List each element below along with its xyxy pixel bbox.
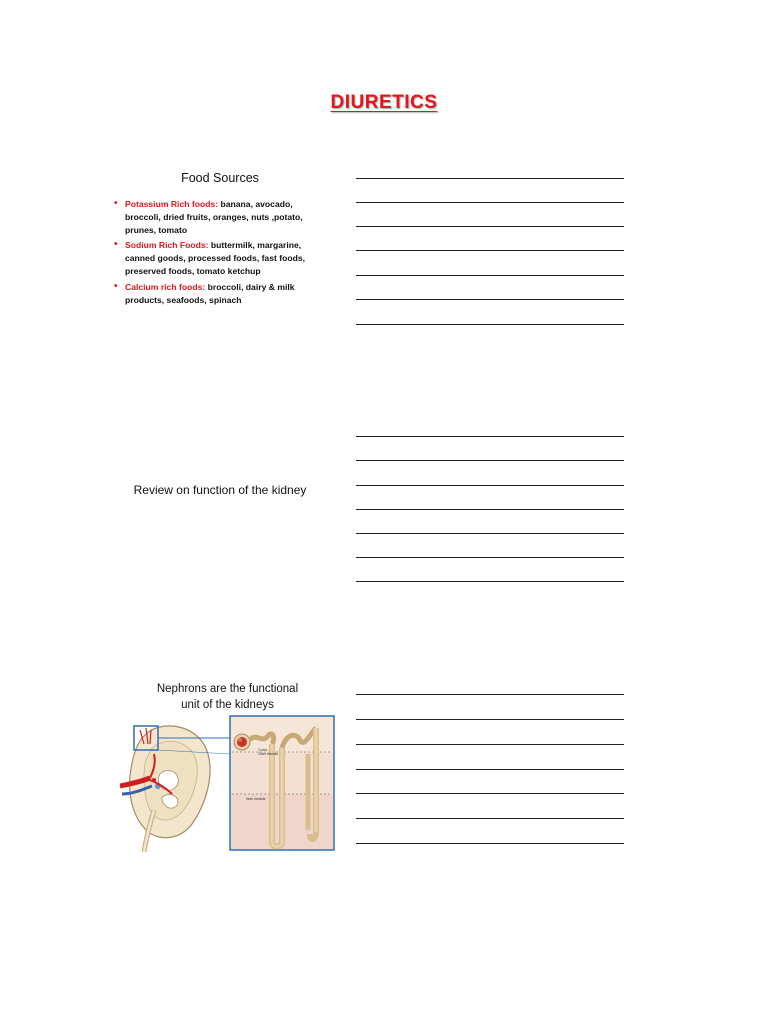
note-line xyxy=(356,719,624,720)
note-line xyxy=(356,250,624,251)
label-inner-medulla: Inner medulla xyxy=(246,797,266,801)
bullet-icon: • xyxy=(114,239,118,251)
kidney-diagram xyxy=(120,726,210,852)
nephron-title-line-1: Nephrons are the functional xyxy=(156,683,299,695)
note-line xyxy=(356,485,624,486)
label-cortex: Cortex xyxy=(258,748,268,752)
note-line xyxy=(356,202,624,203)
list-item xyxy=(113,198,328,236)
food-category-text: banana, avocado, broccoli, dried fruits, oranges, nuts ,potato, prunes, tomato xyxy=(125,199,303,235)
label-outer-medulla: Outer medulla xyxy=(258,752,279,756)
bullet-icon: • xyxy=(114,280,118,292)
kidney-nephron-figure xyxy=(120,714,336,852)
note-line xyxy=(356,744,624,745)
note-line xyxy=(356,769,624,770)
food-category-text: buttermilk, margarine, canned goods, processed foods, fast foods, preserved foods, tomato ketchup xyxy=(125,240,306,276)
slide-title-nephrons xyxy=(120,681,335,713)
note-line xyxy=(356,581,624,582)
note-line xyxy=(356,557,624,558)
food-category-label: Potassium Rich foods: xyxy=(125,199,219,209)
note-line xyxy=(356,299,624,300)
slide-title-food-sources: Food Sources xyxy=(181,171,259,185)
nephron-panel xyxy=(230,716,334,850)
bullet-icon: • xyxy=(114,198,118,209)
note-line xyxy=(356,436,624,437)
document-title: DIURETICS xyxy=(330,92,438,113)
list-item xyxy=(113,239,328,277)
note-line xyxy=(356,694,624,695)
note-line xyxy=(356,509,624,510)
note-line xyxy=(356,226,624,227)
food-sources-list xyxy=(113,198,328,309)
food-category-text: broccoli, dairy & milk products, seafoods, spinach xyxy=(125,281,295,305)
note-line xyxy=(356,793,624,794)
nephron-title-line-2: unit of the kidneys xyxy=(181,699,274,711)
note-line xyxy=(356,178,624,179)
note-line xyxy=(356,324,624,325)
food-category-label: Calcium rich foods: xyxy=(125,281,206,292)
note-line xyxy=(356,275,624,276)
note-line xyxy=(356,843,624,844)
list-item xyxy=(113,281,328,307)
slide-title-kidney-review: Review on function of the kidney xyxy=(133,483,307,497)
note-line xyxy=(356,818,624,819)
note-line xyxy=(356,460,624,461)
note-line xyxy=(356,533,624,534)
food-category-label: Sodium Rich Foods: xyxy=(125,240,209,251)
